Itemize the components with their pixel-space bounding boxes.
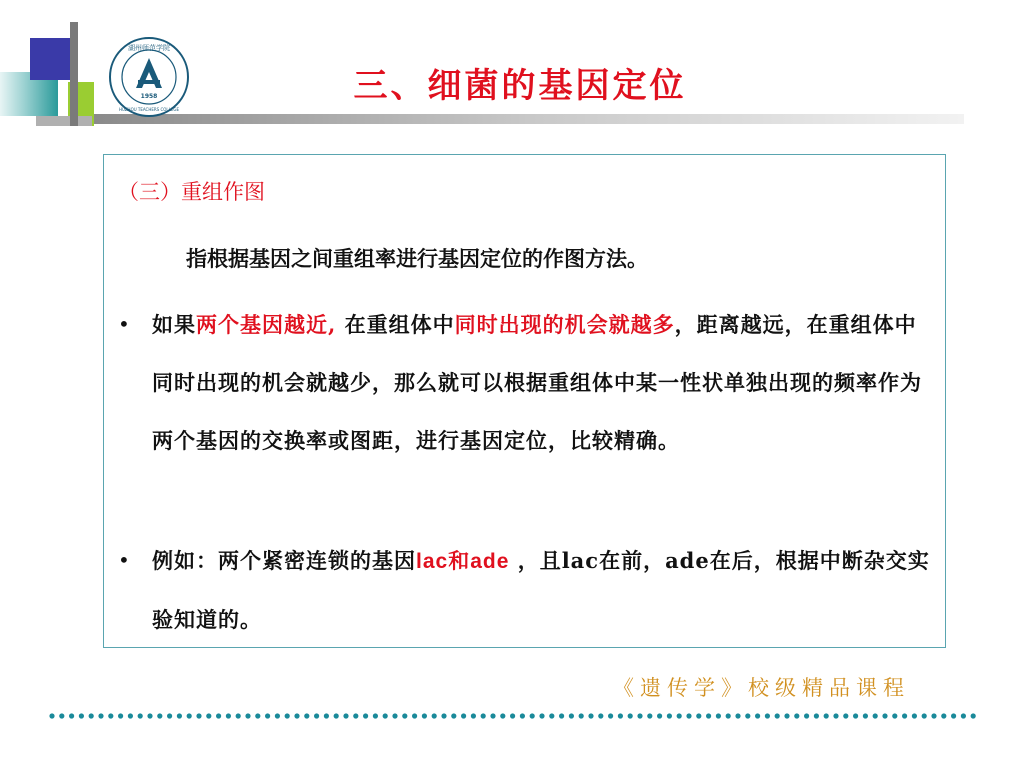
divider-dot (128, 713, 133, 718)
slide-title: 三、细菌的基因定位 (353, 66, 687, 106)
divider-dot (265, 713, 270, 718)
decor-blue-square (30, 38, 72, 80)
divider-dot (343, 713, 348, 718)
divider-dot (677, 713, 682, 718)
logo-bottom-text: HUZHOU TEACHERS COLLEGE (118, 107, 180, 112)
divider-dot (451, 713, 456, 718)
divider-dot (735, 713, 740, 718)
divider-dot (294, 713, 299, 718)
divider-dot (167, 713, 172, 718)
bullet2-text-b: ，且lac在前，ade在后，根据中断杂交实验知道的。 (152, 548, 930, 632)
divider-dot (314, 713, 319, 718)
divider-dot (275, 713, 280, 718)
divider-dot (971, 713, 976, 718)
divider-dot (79, 713, 84, 718)
divider-dot (745, 713, 750, 718)
divider-dot (392, 713, 397, 718)
section-subtitle: （三）重组作图 (118, 180, 265, 204)
definition-text: 指根据基因之间重组率进行基因定位的作图方法。 (186, 246, 648, 271)
divider-dot (559, 713, 564, 718)
decor-vertical-bar (70, 22, 78, 126)
divider-dot (432, 713, 437, 718)
divider-dot (206, 713, 211, 718)
divider-dot (471, 713, 476, 718)
bullet-marker-2: • (118, 548, 130, 572)
divider-dot (98, 713, 103, 718)
divider-dot (922, 713, 927, 718)
divider-dot (520, 713, 525, 718)
header-divider (94, 114, 964, 124)
divider-dot (951, 713, 956, 718)
divider-dot (804, 713, 809, 718)
bullet1-highlight-b: 同时出现的机会就越多 (454, 312, 675, 337)
divider-dot (579, 713, 584, 718)
divider-dot (383, 713, 388, 718)
bullet2-text-a: 例如：两个紧密连锁的基因 (152, 548, 416, 573)
divider-dot (236, 713, 241, 718)
divider-dot (157, 713, 162, 718)
divider-dot (863, 713, 868, 718)
divider-dot (334, 713, 339, 718)
divider-dot (608, 713, 613, 718)
divider-dot (657, 713, 662, 718)
divider-dot (794, 713, 799, 718)
divider-dot (461, 713, 466, 718)
divider-dot (549, 713, 554, 718)
divider-dot (187, 713, 192, 718)
divider-dot (49, 713, 54, 718)
divider-dot (539, 713, 544, 718)
divider-dot (598, 713, 603, 718)
logo-year: 1958 (140, 93, 158, 100)
divider-dot (89, 713, 94, 718)
divider-dot (902, 713, 907, 718)
bullet1-text-a: 如果 (152, 312, 196, 337)
divider-dot (784, 713, 789, 718)
divider-dot (814, 713, 819, 718)
bullet-paragraph-1 (152, 296, 932, 470)
divider-dot (138, 713, 143, 718)
divider-dot (853, 713, 858, 718)
divider-dot (873, 713, 878, 718)
divider-dot (422, 713, 427, 718)
divider-dot (412, 713, 417, 718)
divider-dot (716, 713, 721, 718)
decor-grey-bar (36, 116, 92, 126)
divider-dot (500, 713, 505, 718)
divider-dot (118, 713, 123, 718)
divider-dot (402, 713, 407, 718)
college-logo (108, 36, 190, 118)
divider-dot (941, 713, 946, 718)
divider-dot (510, 713, 515, 718)
dotted-divider (48, 712, 978, 720)
divider-dot (363, 713, 368, 718)
divider-dot (628, 713, 633, 718)
divider-dot (255, 713, 260, 718)
bullet-paragraph-2 (152, 532, 932, 649)
bullet-marker-1: • (118, 312, 130, 336)
divider-dot (931, 713, 936, 718)
divider-dot (686, 713, 691, 718)
bullet1-text-b: 在重组体中 (336, 312, 455, 337)
divider-dot (304, 713, 309, 718)
divider-dot (755, 713, 760, 718)
divider-dot (481, 713, 486, 718)
divider-dot (618, 713, 623, 718)
divider-dot (530, 713, 535, 718)
divider-dot (196, 713, 201, 718)
divider-dot (245, 713, 250, 718)
divider-dot (892, 713, 897, 718)
divider-dot (69, 713, 74, 718)
divider-dot (647, 713, 652, 718)
divider-dot (324, 713, 329, 718)
divider-dot (59, 713, 64, 718)
bullet1-highlight-a: 两个基因越近, (196, 312, 337, 337)
divider-dot (696, 713, 701, 718)
divider-dot (961, 713, 966, 718)
bullet2-highlight-a: lac和ade (416, 550, 510, 573)
divider-dot (226, 713, 231, 718)
divider-dot (285, 713, 290, 718)
divider-dot (765, 713, 770, 718)
divider-dot (353, 713, 358, 718)
divider-dot (588, 713, 593, 718)
course-footer: 《遗传学》校级精品课程 (613, 676, 910, 700)
logo-top-text: 湖州师范学院 (128, 44, 170, 52)
divider-dot (490, 713, 495, 718)
bullet1-text-c: ，距离越远，在重组体中同时出现的机会就越少，那么就可以根据重组体中某一性状单独出现的频率作为两个基因的交换率或图距，进行基因定位，比较精确。 (152, 312, 922, 453)
divider-dot (569, 713, 574, 718)
divider-dot (726, 713, 731, 718)
divider-dot (177, 713, 182, 718)
divider-dot (108, 713, 113, 718)
divider-dot (824, 713, 829, 718)
divider-dot (441, 713, 446, 718)
divider-dot (373, 713, 378, 718)
divider-dot (882, 713, 887, 718)
divider-dot (843, 713, 848, 718)
divider-dot (833, 713, 838, 718)
divider-dot (706, 713, 711, 718)
divider-dot (667, 713, 672, 718)
divider-dot (637, 713, 642, 718)
divider-dot (912, 713, 917, 718)
divider-dot (147, 713, 152, 718)
divider-dot (775, 713, 780, 718)
divider-dot (216, 713, 221, 718)
